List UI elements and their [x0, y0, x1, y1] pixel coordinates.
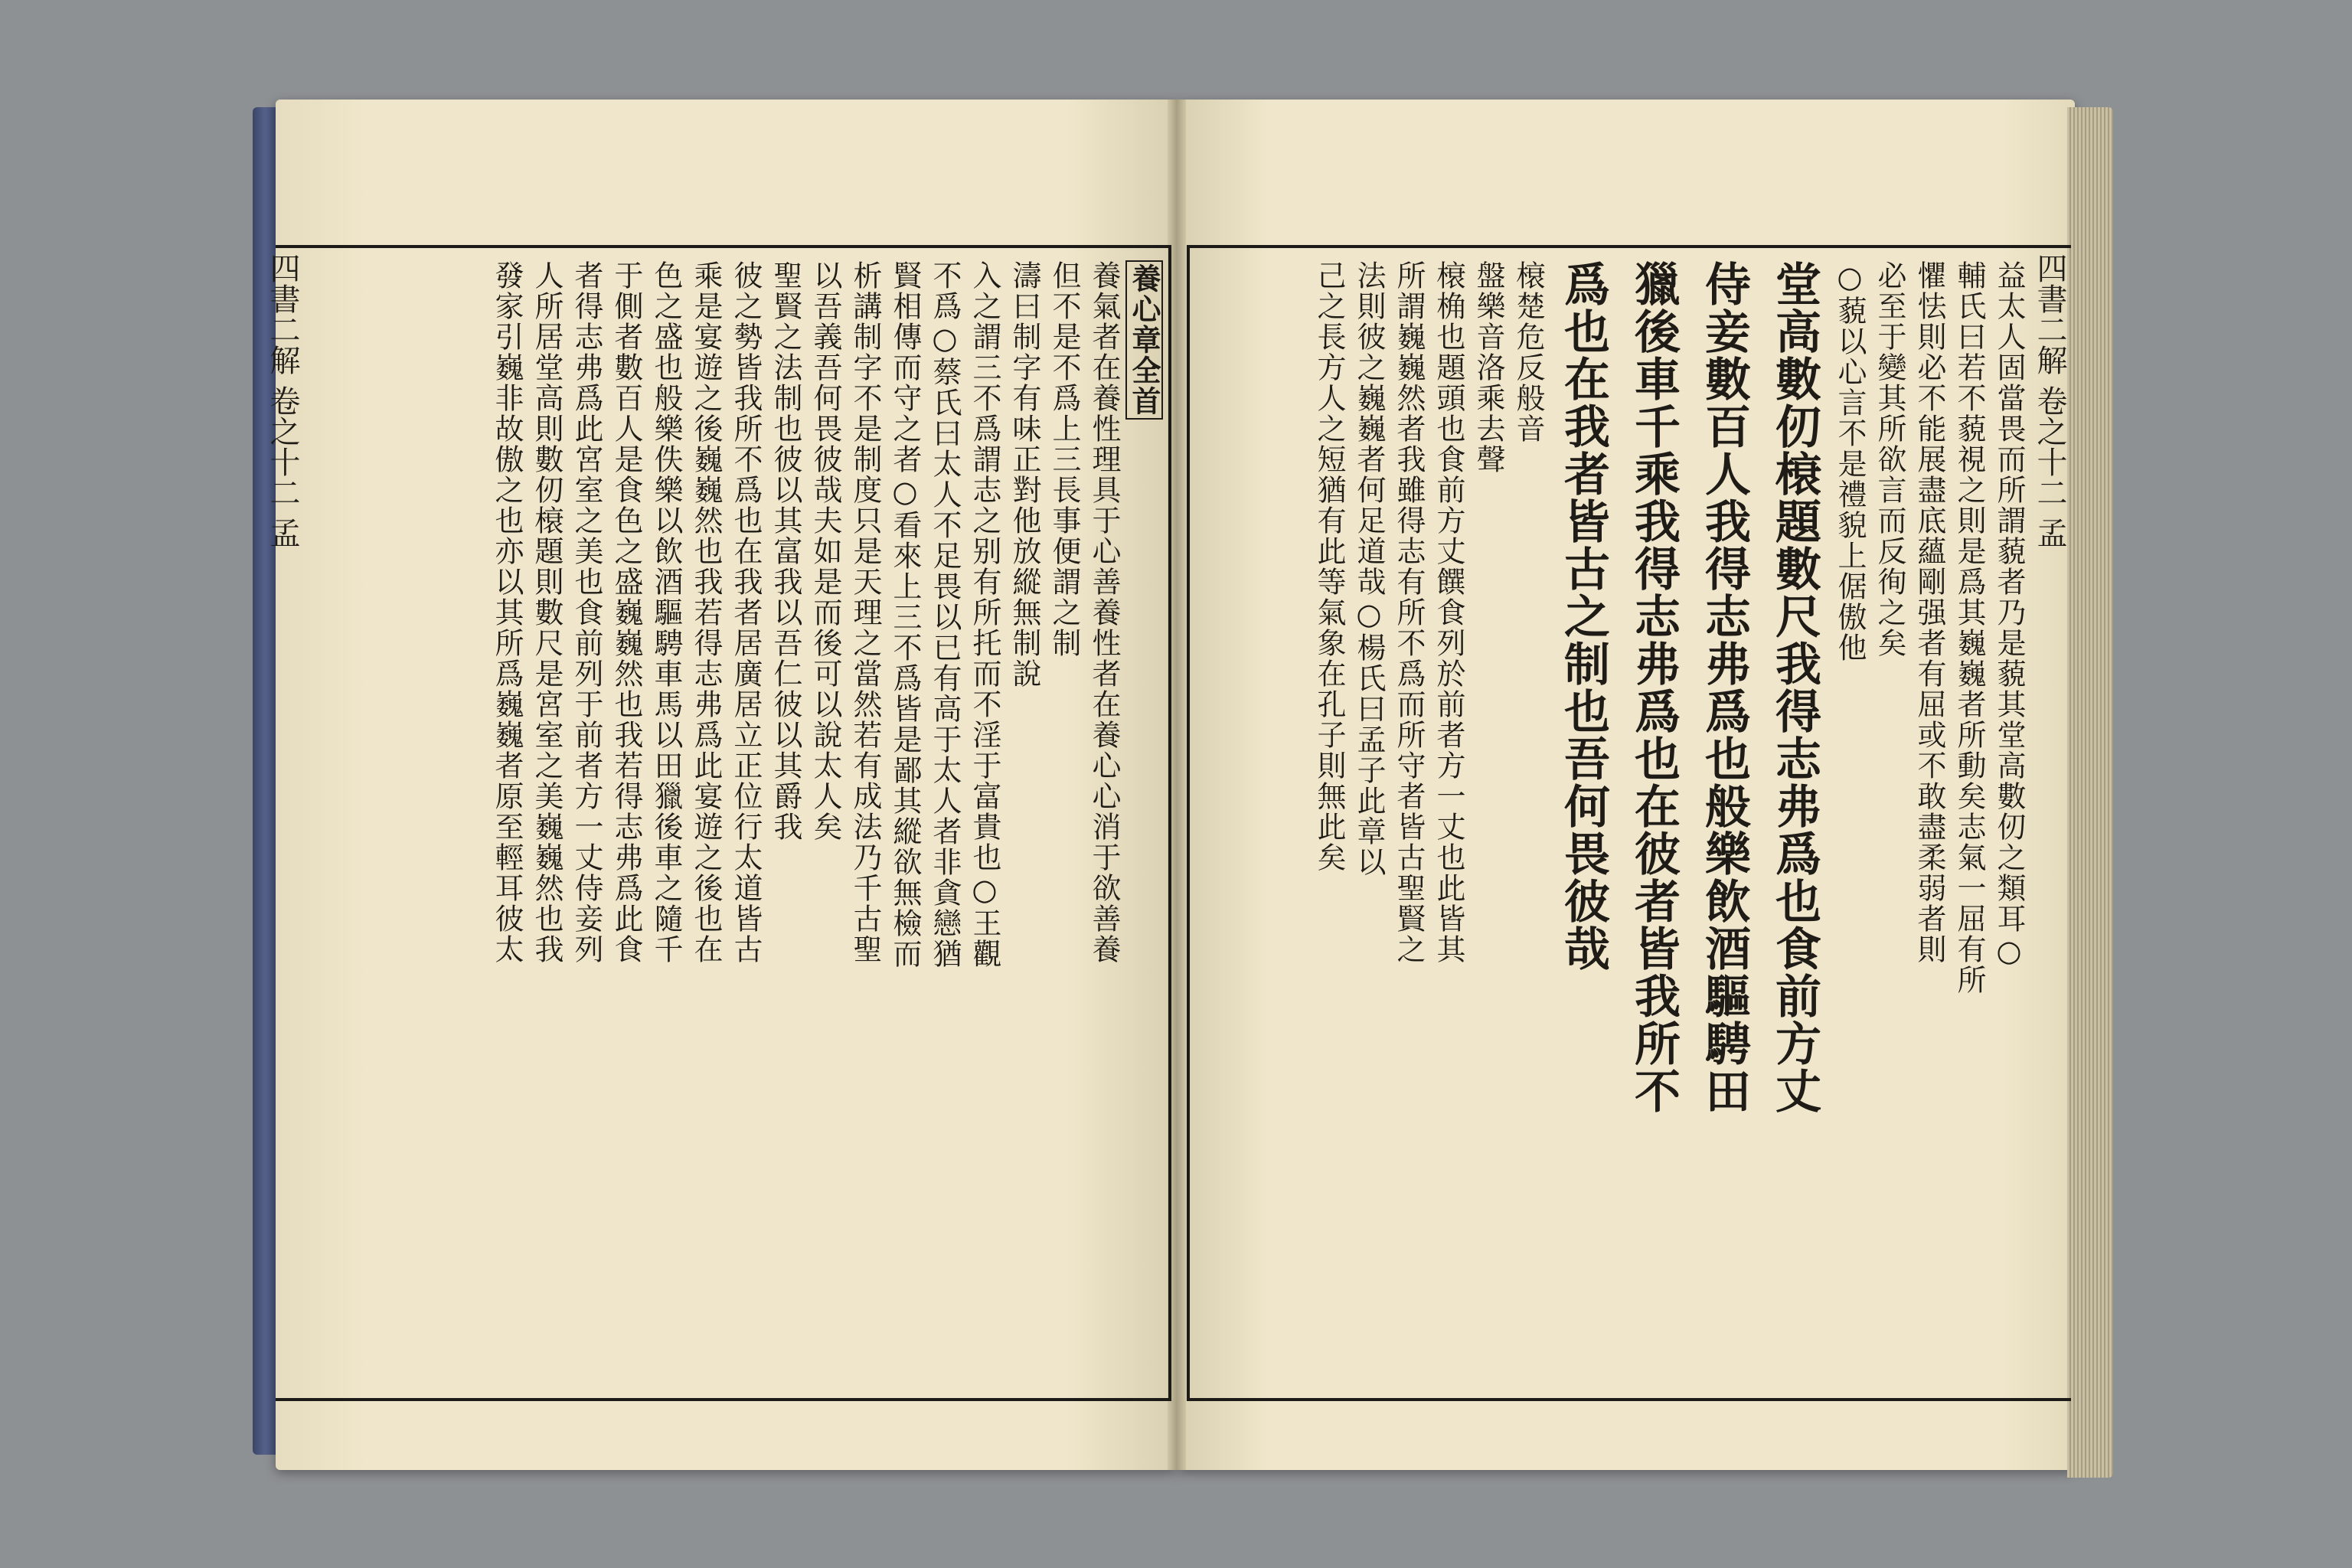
text-column: 乘是宴遊之後巍巍然也我若得志弗爲此宴遊之後也在 [689, 260, 723, 965]
text-column: 彼之勢皆我所不爲也在我者居廣居立正位行太道皆古 [729, 260, 763, 965]
main-text-column: 堂高數仞榱題數尺我得志弗爲也食前方丈 [1768, 260, 1821, 1115]
commentary-column: 己之長方人之短猶有此等氣象在孔子則無此矣 [1312, 260, 1346, 873]
right-page-columns [1194, 260, 2029, 1378]
left-margin-title: 四書二解 卷之十二 孟 [265, 253, 300, 548]
main-text-column: 獵後車千乘我得志弗爲也在彼者皆我所不 [1627, 260, 1681, 1115]
text-column: 聖賢之法制也彼以其富我以吾仁彼以其爵我 [769, 260, 802, 842]
text-column: 入之謂三不爲謂志之别有所托而不淫于富貴也○王觀 [968, 260, 1001, 969]
commentary-column: 輔氏曰若不藐視之則是爲其巍巍者所動矣志氣一屈有所 [1952, 260, 1986, 995]
text-column: 以吾義吾何畏彼哉夫如是而後可以說太人矣 [808, 260, 842, 842]
commentary-column: 榱楚危反般音 [1511, 260, 1545, 444]
commentary-column: 必至于變其所欲言而反徇之矣 [1873, 260, 1906, 658]
text-column: 人所居堂高則數仞榱題則數尺是宮室之美巍巍然也我 [530, 260, 564, 965]
commentary-column: 益太人固當畏而所謂藐者乃是藐其堂高數仞之類耳○ [1992, 260, 2026, 969]
chapter-heading: 養心章全首 [1124, 260, 1164, 1348]
commentary-column: 盤樂音洛乘去聲 [1472, 260, 1505, 475]
commentary-column: ○藐以心言不是禮貌上倨傲他 [1833, 260, 1867, 663]
page-stack-edge [2067, 107, 2113, 1478]
main-text-column: 侍妾數百人我得志弗爲也般樂飲酒驅騁田 [1697, 260, 1751, 1115]
commentary-column: 法則彼之巍巍者何足道哉○楊氏曰孟子此章以 [1352, 260, 1386, 877]
right-margin-title: 四書二解 卷之十二 孟 [2032, 253, 2067, 548]
left-page-columns [306, 260, 1164, 1378]
text-column: 色之盛也般樂佚樂以飲酒驅騁車馬以田獵後車之隨千 [649, 260, 683, 965]
text-column: 于側者數百人是食色之盛巍巍然也我若得志弗爲此食 [609, 260, 643, 965]
text-column: 者得志弗爲此宮室之美也食前列于前者方一丈侍妾列 [570, 260, 603, 965]
text-column: 賢相傳而守之者○看來上三不爲皆是鄙其縱欲無檢而 [888, 260, 922, 969]
text-column: 不爲○蔡氏曰太人不足畏以已有高于太人者非貪戀猶 [928, 260, 962, 969]
commentary-column: 榱桷也題頭也食前方丈饌食列於前者方一丈也此皆其 [1432, 260, 1465, 965]
commentary-column: 懼怯則必不能展盡底蘊剛强者有屈或不敢盡柔弱者則 [1913, 260, 1946, 965]
commentary-column: 所謂巍巍然者我雖得志有所不爲而所守者皆古聖賢之 [1392, 260, 1426, 965]
text-column: 養氣者在養性理具于心善養性者在養心心消于欲善養 [1087, 260, 1121, 965]
main-text-column: 爲也在我者皆古之制也吾何畏彼哉 [1557, 260, 1610, 972]
text-column: 濤曰制字有味正對他放縱無制說 [1008, 260, 1041, 689]
text-column: 發家引巍非故傲之也亦以其所爲巍巍者原至輕耳彼太 [490, 260, 524, 965]
text-column: 析講制字不是制度只是天理之當然若有成法乃千古聖 [848, 260, 882, 965]
text-column: 但不是不爲上三長事便謂之制 [1047, 260, 1081, 658]
